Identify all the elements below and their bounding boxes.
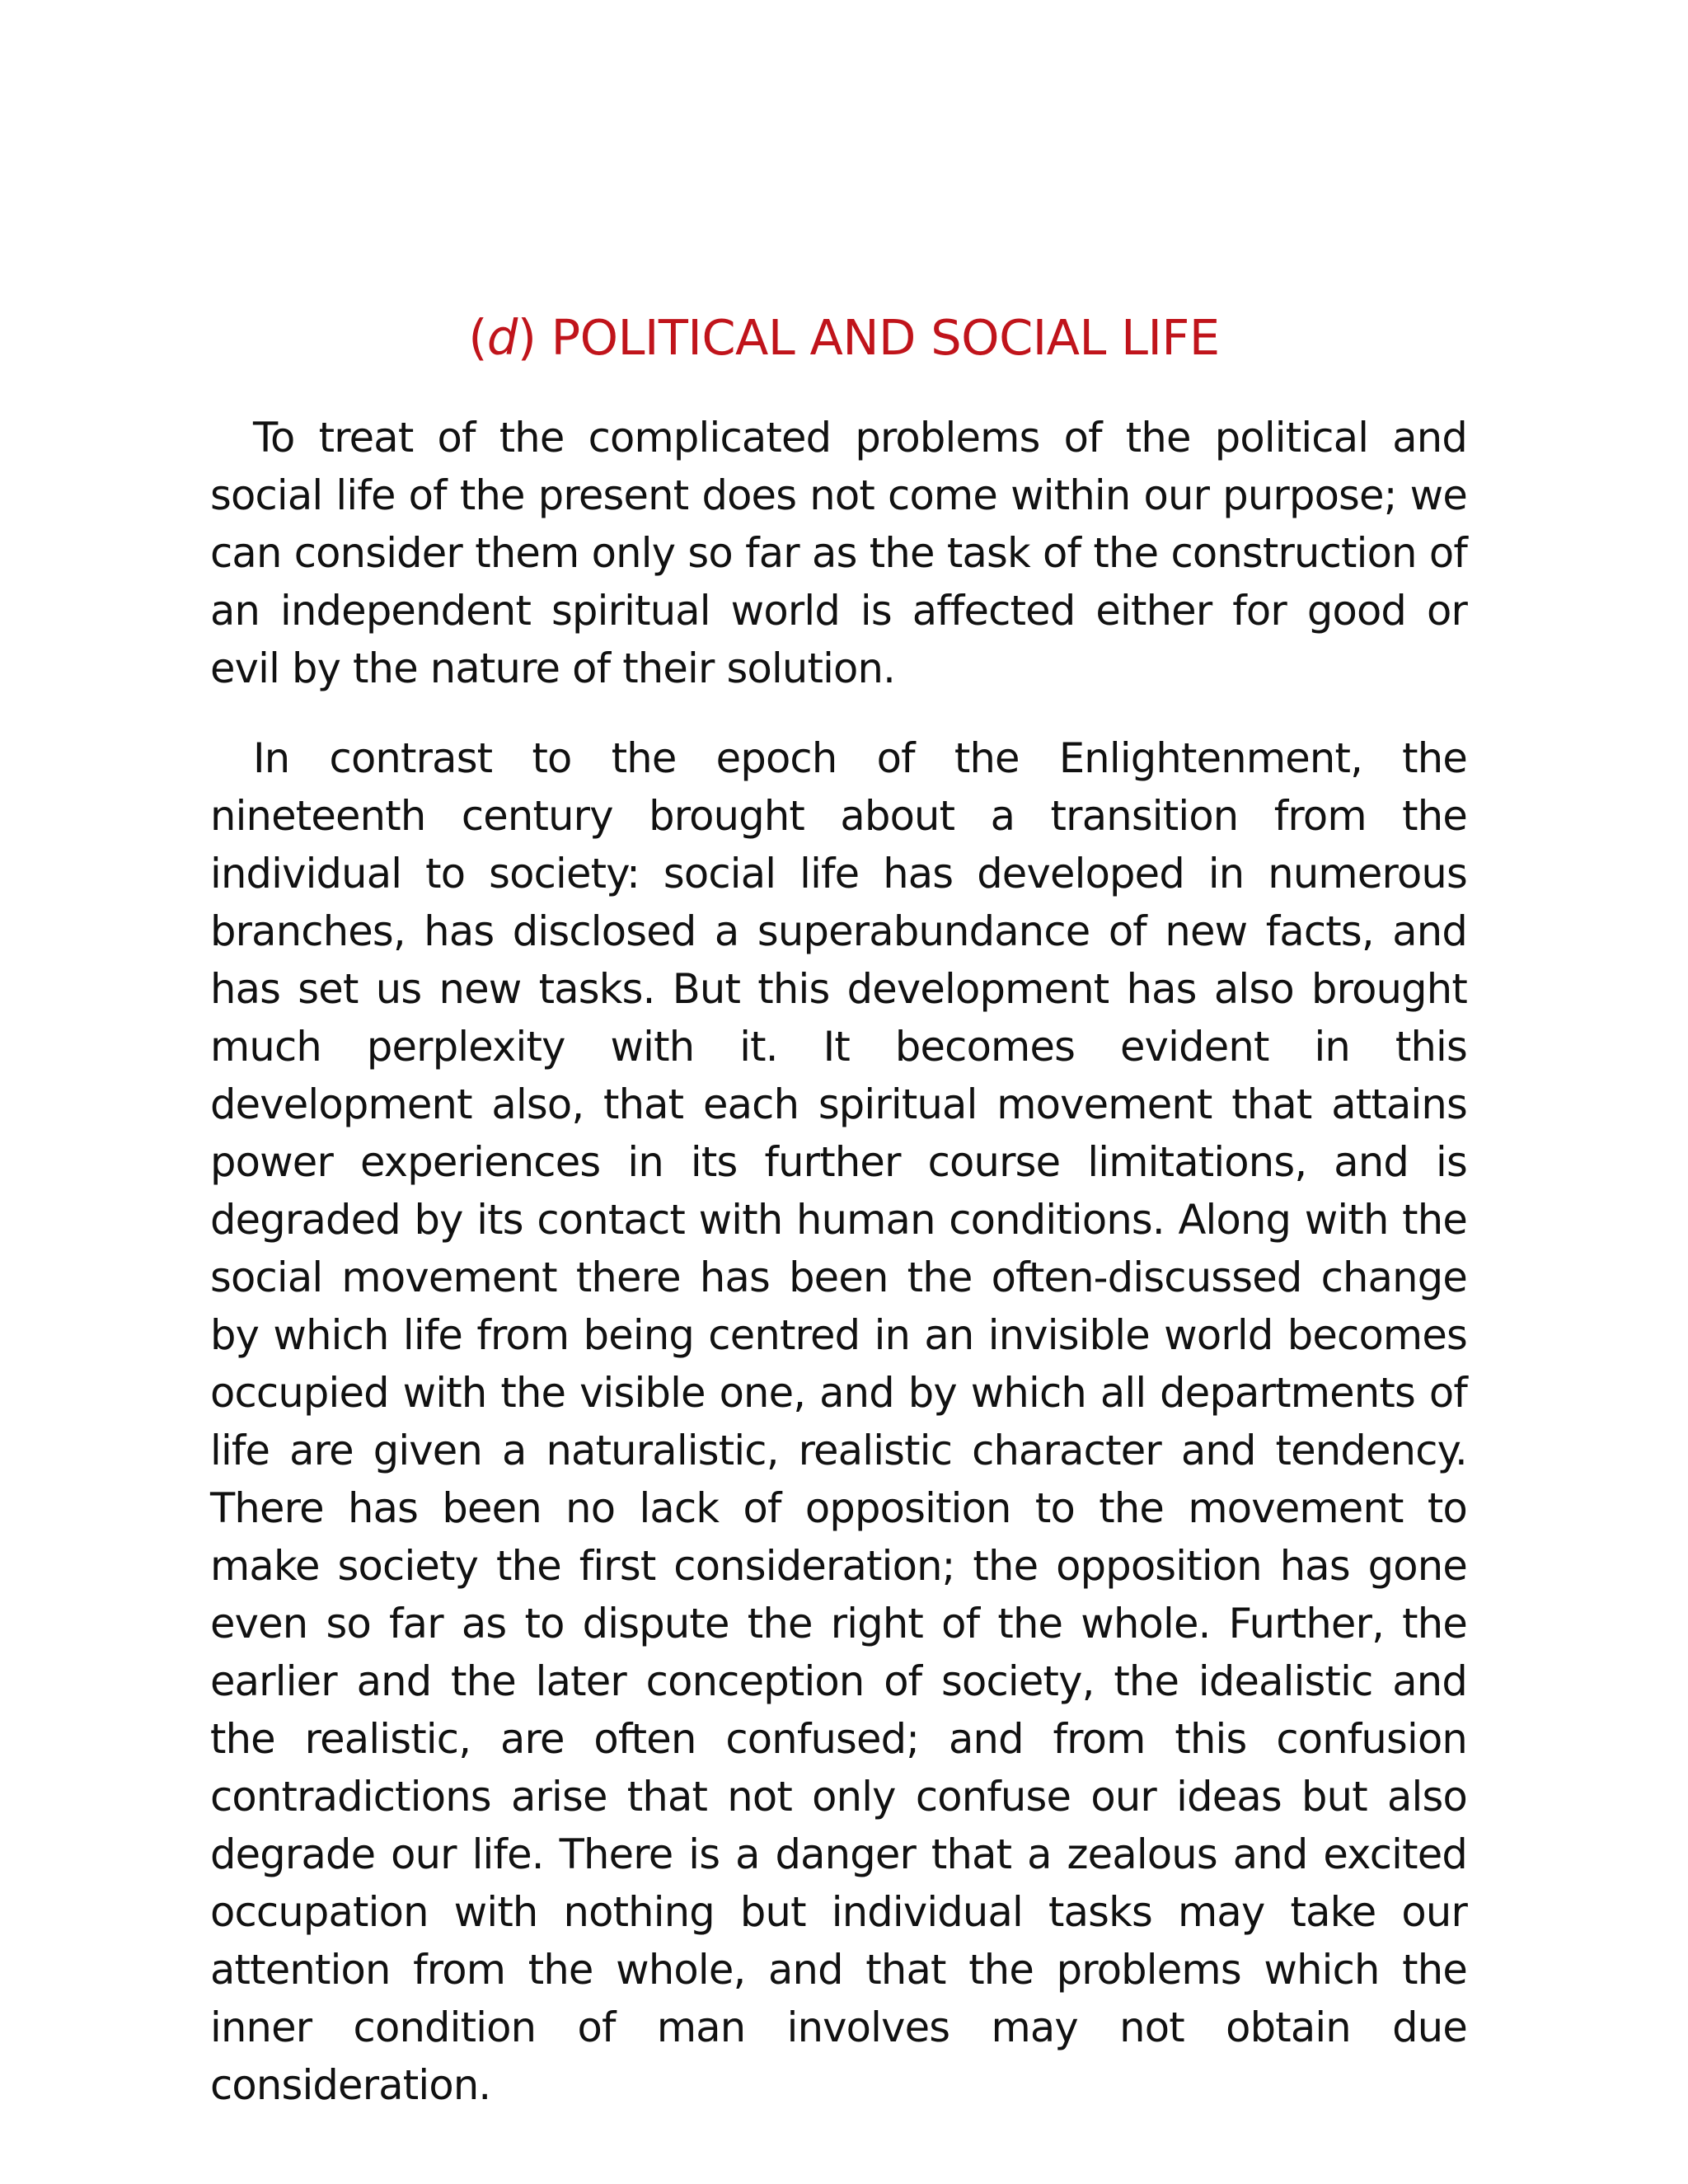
paragraph-1: To treat of the complicated problems of the political and social life of the present does not come within our purpose; we can consider them only so far as the task of the construction of an independent spiritual world is affected either for good or evil by the nature of their solution. [210, 414, 1467, 692]
heading-title: POLITICAL AND SOCIAL LIFE [536, 309, 1220, 366]
heading-section-letter: d [486, 309, 518, 366]
heading-open-paren: ( [468, 309, 487, 366]
section-heading [0, 305, 1688, 371]
heading-close-paren: ) [517, 309, 537, 366]
paragraph-2: In contrast to the epoch of the Enlightenment, the nineteenth century brought about a transition from the individual to society: social life has developed in numerous branches, has disclosed a superabundance of new facts, and has set us new tasks. But this development has also brought much perplexity with it. It becomes evident in this development also, that each spiritual movement that attains power experiences in its further course limitations, and is degraded by its contact with human conditions. Along with the social movement there has been the often-discussed change by which life from being centred in an invisible world becomes occupied with the visible one, and by which all departments of life are given a naturalistic, realistic character and tendency. There has been no lack of opposition to the movement to make society the first consideration; the opposition has gone even so far as to dispute the right of the whole. Further, the earlier and the later conception of society, the idealistic and the realistic, are often confused; and from this confusion contradictions arise that not only confuse our ideas but also degrade our life. There is a danger that a zealous and excited occupation with nothing but individual tasks may take our attention from the whole, and that the problems which the inner condition of man involves may not obtain due consideration. [210, 734, 1467, 2109]
